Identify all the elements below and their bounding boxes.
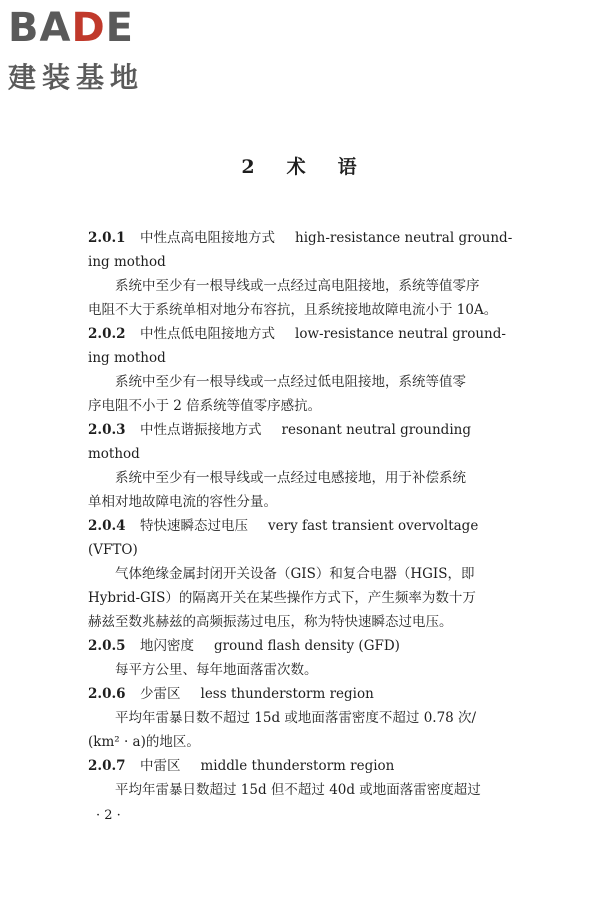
chapter-title-char-2: 语	[337, 156, 359, 178]
term-chinese: 地闪密度	[140, 638, 194, 654]
term-definition-cont: 单相对地故障电流的容性分量。	[88, 494, 277, 510]
term-english-cont: (VFTO)	[88, 542, 138, 558]
term-english: middle thunderstorm region	[200, 758, 395, 774]
term-chinese: 特快速瞬态过电压	[140, 518, 248, 534]
page-number: · 2 ·	[96, 808, 121, 823]
term-number: 2.0.7	[88, 758, 126, 774]
term-number: 2.0.5	[88, 638, 126, 654]
chapter-number: 2	[241, 156, 257, 178]
term-definition: 平均年雷暴日数不超过 15d 或地面落雷密度不超过 0.78 次/	[115, 710, 477, 726]
term-english-cont: mothod	[88, 446, 140, 462]
term-heading	[88, 634, 508, 658]
logo-letter-accent: D	[71, 5, 106, 51]
term-heading	[88, 682, 508, 706]
term-heading	[88, 418, 508, 442]
chapter-title	[0, 152, 600, 179]
chapter-title-char-1: 术	[286, 156, 308, 178]
term-definition: 系统中至少有一根导线或一点经过电感接地，用于补偿系统	[115, 470, 466, 486]
term-chinese: 少雷区	[140, 686, 181, 702]
term-english-cont: ing mothod	[88, 350, 166, 366]
term-definition-cont: (km² · a)的地区。	[88, 734, 200, 750]
logo-subtitle: 建装基地	[8, 61, 145, 94]
term-definition-cont: Hybrid-GIS）的隔离开关在某些操作方式下，产生频率为数十万	[88, 590, 476, 606]
term-definition: 系统中至少有一根导线或一点经过高电阻接地，系统等值零序	[115, 278, 480, 294]
term-english: very fast transient overvoltage	[268, 518, 479, 534]
term-number: 2.0.1	[88, 230, 126, 246]
term-heading	[88, 754, 508, 778]
term-number: 2.0.6	[88, 686, 126, 702]
term-heading	[88, 226, 513, 250]
term-english: high-resistance neutral ground-	[295, 230, 513, 246]
term-definition: 平均年雷暴日数超过 15d 但不超过 40d 或地面落雷密度超过	[115, 782, 481, 798]
term-number: 2.0.3	[88, 422, 126, 438]
term-english: resonant neutral grounding	[281, 422, 471, 438]
term-chinese: 中雷区	[140, 758, 181, 774]
term-number: 2.0.4	[88, 518, 126, 534]
term-definition: 每平方公里、每年地面落雷次数。	[115, 662, 318, 678]
term-number: 2.0.2	[88, 326, 126, 342]
term-english: ground flash density (GFD)	[214, 638, 400, 654]
term-definition: 系统中至少有一根导线或一点经过低电阻接地，系统等值零	[115, 374, 466, 390]
term-heading	[88, 322, 508, 346]
term-chinese: 中性点谐振接地方式	[140, 422, 262, 438]
term-definition-cont: 电阻不大于系统单相对地分布容抗，且系统接地故障电流小于 10A。	[88, 302, 498, 318]
terms-section	[88, 226, 513, 802]
term-chinese: 中性点低电阻接地方式	[140, 326, 275, 342]
term-english-cont: ing mothod	[88, 254, 166, 270]
term-definition-cont: 序电阻不小于 2 倍系统等值零序感抗。	[88, 398, 322, 414]
logo-letters-prefix: BA	[8, 5, 72, 51]
term-definition: 气体绝缘金属封闭开关设备（GIS）和复合电器（HGIS，即	[115, 566, 475, 582]
logo-letters-suffix: E	[105, 5, 134, 51]
term-english: less thunderstorm region	[200, 686, 374, 702]
term-english: low-resistance neutral ground-	[295, 326, 506, 342]
term-definition-cont: 赫兹至数兆赫兹的高频振荡过电压，称为特快速瞬态过电压。	[88, 614, 453, 630]
logo-wordmark	[8, 6, 134, 50]
term-chinese: 中性点高电阻接地方式	[140, 230, 275, 246]
brand-logo	[8, 6, 178, 96]
term-heading	[88, 514, 508, 538]
